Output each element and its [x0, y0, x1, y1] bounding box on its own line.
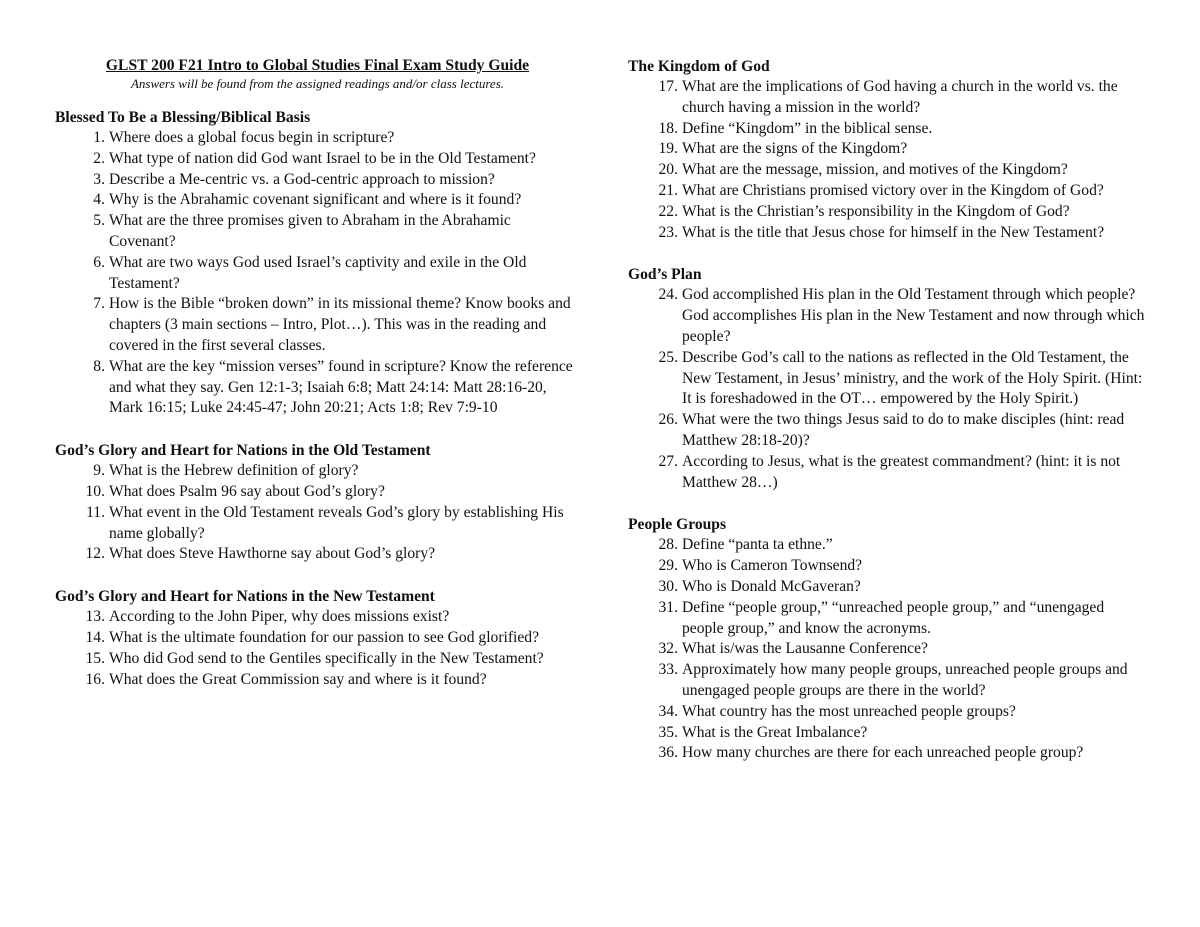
question-number: 17.: [658, 78, 678, 95]
question-item: [628, 348, 1148, 410]
question-number: 16.: [85, 670, 105, 688]
question-number: 28.: [658, 536, 678, 554]
question-number: 19.: [658, 140, 678, 158]
section-people-groups: [628, 514, 1148, 764]
question-item: [55, 670, 580, 691]
left-column: [55, 56, 580, 711]
question-text: What are the three promises given to Abraham in the Abrahamic Covenant?: [109, 212, 511, 250]
section-heading: God’s Glory and Heart for Nations in the Old Testament: [55, 442, 431, 460]
question-number: 4.: [93, 191, 105, 209]
question-number: 27.: [658, 452, 678, 470]
question-text: What is the Great Imbalance?: [682, 723, 868, 741]
question-number: 5.: [93, 212, 105, 230]
question-list: [55, 128, 580, 419]
question-item: [55, 357, 580, 419]
question-text: According to the John Piper, why does missions exist?: [109, 608, 450, 626]
question-text: What country has the most unreached people groups?: [682, 702, 1016, 720]
question-number: 1.: [93, 129, 105, 146]
question-item: [628, 556, 1148, 577]
question-text: Define “Kingdom” in the biblical sense.: [682, 119, 933, 137]
question-number: 26.: [658, 411, 678, 429]
question-number: 14.: [85, 628, 105, 646]
question-text: What type of nation did God want Israel to be in the Old Testament?: [109, 149, 536, 167]
question-item: [628, 577, 1148, 598]
section-blessed-to-be-a-blessing-biblical-basis: [55, 107, 580, 419]
question-item: [628, 139, 1148, 160]
question-number: 32.: [658, 640, 678, 658]
question-text: What is the Christian’s responsibility in the Kingdom of God?: [682, 202, 1070, 220]
question-text: Describe a Me-centric vs. a God-centric approach to mission?: [109, 170, 495, 188]
section-god-s-plan: [628, 264, 1148, 493]
question-item: [55, 170, 580, 191]
question-item: [55, 294, 580, 356]
question-number: 8.: [93, 357, 105, 375]
question-text: What is the ultimate foundation for our passion to see God glorified?: [109, 628, 540, 646]
section-heading: God’s Plan: [628, 266, 702, 284]
left-sections: [55, 107, 580, 690]
question-number: 6.: [93, 253, 105, 271]
question-item: [55, 628, 580, 649]
question-text: Where does a global focus begin in scripture?: [109, 129, 395, 146]
question-item: [628, 77, 1148, 119]
question-text: According to Jesus, what is the greatest commandment? (hint: it is not Matthew 28…): [682, 452, 1121, 491]
question-number: 2.: [93, 149, 105, 167]
question-text: Who is Cameron Townsend?: [682, 557, 863, 575]
question-text: Why is the Abrahamic covenant significant and where is it found?: [109, 191, 522, 209]
question-text: What is the title that Jesus chose for himself in the New Testament?: [682, 223, 1105, 241]
question-text: Describe God’s call to the nations as reflected in the Old Testament, the New Testament, in Jesus’ ministry, and the work of the Holy Spirit. (Hint: It is foreshadowed in the OT… empowered by the Holy Spirit.): [682, 348, 1143, 408]
question-item: [55, 461, 580, 482]
question-item: [55, 211, 580, 253]
question-item: [628, 119, 1148, 140]
question-item: [628, 223, 1148, 244]
question-item: [55, 253, 580, 295]
question-number: 9.: [93, 462, 105, 480]
question-text: What does Psalm 96 say about God’s glory?: [109, 482, 385, 500]
question-text: What event in the Old Testament reveals God’s glory by establishing His name globally?: [109, 503, 564, 542]
question-text: God accomplished His plan in the Old Testament through which people? God accomplishes His plan in the New Testament and now through which people?: [682, 286, 1145, 345]
section-heading: Blessed To Be a Blessing/Biblical Basis: [55, 109, 311, 126]
question-item: [55, 503, 580, 545]
document-subtitle: Answers will be found from the assigned readings and/or class lectures.: [130, 76, 504, 91]
question-text: Approximately how many people groups, unreached people groups and unengaged people groups are there in the world?: [682, 661, 1128, 699]
question-item: [55, 544, 580, 565]
question-item: [628, 410, 1148, 452]
question-text: What are the key “mission verses” found in scripture? Know the reference and what they say. Gen 12:1-3; Isaiah 6:8; Matt 24:14: Matt 28:16-20, Mark 16:15; Luke 24:45-47; John 20:21; Acts 1:8; Rev 7:9-10: [109, 357, 573, 417]
question-item: [628, 160, 1148, 181]
question-text: What does the Great Commission say and where is it found?: [109, 670, 487, 688]
question-text: How is the Bible “broken down” in its missional theme? Know books and chapters (3 main sections – Intro, Plot…). This was in the reading and covered in the first several classes.: [109, 295, 571, 354]
question-text: What are the message, mission, and motives of the Kingdom?: [682, 161, 1068, 179]
question-number: 35.: [658, 723, 678, 741]
section-god-s-glory-and-heart-for-nations-in-the-old-testament: [55, 440, 580, 565]
question-item: [628, 452, 1148, 494]
question-number: 25.: [658, 348, 678, 366]
question-number: 10.: [85, 482, 105, 500]
question-text: Define “panta ta ethne.”: [682, 536, 833, 554]
question-list: [628, 77, 1148, 243]
question-number: 31.: [658, 598, 678, 616]
question-number: 12.: [85, 545, 105, 563]
question-item: [628, 202, 1148, 223]
question-text: What are two ways God used Israel’s captivity and exile in the Old Testament?: [109, 253, 527, 292]
question-text: What are the implications of God having a church in the world vs. the church having a mission in the world?: [682, 78, 1118, 116]
question-number: 30.: [658, 577, 678, 595]
question-text: What is/was the Lausanne Conference?: [682, 640, 928, 658]
question-text: Define “people group,” “unreached people group,” and “unengaged people group,” and know the acronyms.: [682, 598, 1105, 637]
question-text: Who is Donald McGaveran?: [682, 577, 861, 595]
question-number: 23.: [658, 223, 678, 241]
question-item: [628, 702, 1148, 723]
question-number: 13.: [85, 608, 105, 626]
question-number: 29.: [658, 557, 678, 575]
question-number: 3.: [93, 170, 105, 188]
question-number: 15.: [85, 649, 105, 667]
question-item: [628, 743, 1148, 764]
question-number: 18.: [658, 119, 678, 137]
question-text: How many churches are there for each unreached people group?: [682, 744, 1084, 762]
question-number: 22.: [658, 202, 678, 220]
question-item: [628, 285, 1148, 347]
section-the-kingdom-of-god: [628, 56, 1148, 243]
question-list: [55, 461, 580, 565]
section-heading: The Kingdom of God: [628, 58, 770, 75]
question-number: 24.: [658, 286, 678, 304]
question-number: 34.: [658, 702, 678, 720]
question-item: [628, 598, 1148, 640]
document-title: GLST 200 F21 Intro to Global Studies Final Exam Study Guide: [105, 57, 530, 74]
question-number: 11.: [86, 503, 105, 521]
question-number: 7.: [93, 295, 105, 313]
question-item: [628, 535, 1148, 556]
question-item: [628, 181, 1148, 202]
question-item: [628, 639, 1148, 660]
section-god-s-glory-and-heart-for-nations-in-the-new-testament: [55, 586, 580, 690]
question-number: 20.: [658, 161, 678, 179]
question-list: [628, 285, 1148, 493]
question-item: [55, 649, 580, 670]
question-item: [628, 723, 1148, 744]
question-text: What are the signs of the Kingdom?: [682, 140, 908, 158]
question-text: Who did God send to the Gentiles specifically in the New Testament?: [109, 649, 544, 667]
question-item: [628, 660, 1148, 702]
question-number: 36.: [658, 744, 678, 762]
question-text: What are Christians promised victory over in the Kingdom of God?: [682, 181, 1104, 199]
right-column: [628, 56, 1148, 785]
question-item: [55, 607, 580, 628]
question-text: What does Steve Hawthorne say about God’s glory?: [109, 545, 436, 563]
question-item: [55, 128, 580, 149]
section-heading: People Groups: [628, 516, 727, 534]
question-item: [55, 482, 580, 503]
question-item: [55, 190, 580, 211]
question-text: What is the Hebrew definition of glory?: [109, 462, 359, 480]
question-item: [55, 149, 580, 170]
question-number: 33.: [658, 661, 678, 679]
section-heading: God’s Glory and Heart for Nations in the New Testament: [55, 588, 435, 606]
question-list: [628, 535, 1148, 764]
question-text: What were the two things Jesus said to do to make disciples (hint: read Matthew 28:18-20)?: [682, 411, 1125, 449]
question-list: [55, 607, 580, 690]
right-sections: [628, 56, 1148, 764]
question-number: 21.: [658, 181, 678, 199]
